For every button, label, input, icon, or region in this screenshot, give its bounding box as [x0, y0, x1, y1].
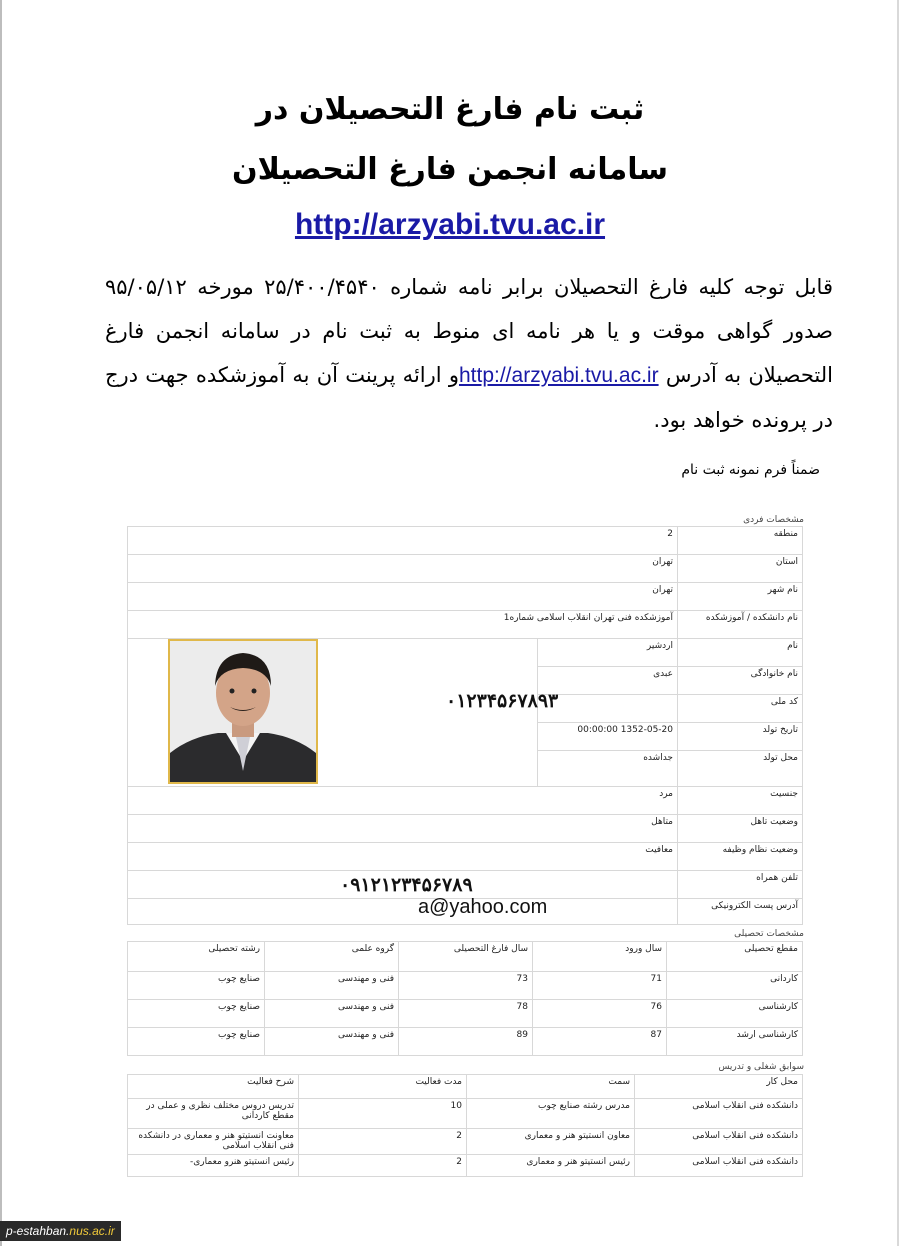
column-header: مدت فعالیت — [299, 1075, 467, 1099]
label: کد ملی — [678, 695, 803, 723]
column-header: مقطع تحصیلی — [667, 942, 803, 972]
column-header: رشته تحصیلی — [128, 942, 265, 972]
column-header: سال فارغ التحصیلی — [399, 942, 533, 972]
value — [538, 695, 678, 723]
cell: 71 — [533, 972, 667, 1000]
cell: دانشکده فنی انقلاب اسلامی — [635, 1129, 803, 1155]
cell: فنی و مهندسی — [265, 1000, 399, 1028]
title-line-2: سامانه انجمن فارغ التحصیلان — [232, 152, 668, 187]
label: منطقه — [678, 527, 803, 555]
personal-section-title: مشخصات فردی — [743, 515, 804, 525]
notice-text-1: قابل توجه کلیه فارغ التحصیلان برابر نامه شماره ۲۵/۴۰۰/۴۵۴۰ مورخه ۹۵/۰۵/۱۲ صدور گواهی موقت و یا هر نامه ای منوط به ثبت نام در سامانه انجمن فارغ التحصیلان به آدرس — [105, 275, 834, 387]
cell: 89 — [399, 1028, 533, 1056]
label: جنسیت — [678, 787, 803, 815]
value: مرد — [128, 787, 678, 815]
table-row — [128, 1155, 803, 1177]
cell: صنایع چوب — [128, 1000, 265, 1028]
cell: فنی و مهندسی — [265, 972, 399, 1000]
person-portrait-icon — [170, 641, 316, 782]
sample-form-label: ضمناً فرم نمونه ثبت نام — [681, 462, 820, 478]
column-header: محل کار — [635, 1075, 803, 1099]
education-table — [127, 941, 803, 1056]
footer-domain: nus.ac.ir — [69, 1224, 115, 1238]
column-header: سمت — [467, 1075, 635, 1099]
cell: کارشناسی ارشد — [667, 1028, 803, 1056]
label: نام — [678, 639, 803, 667]
cell: 76 — [533, 1000, 667, 1028]
cell: رئیس انستیتو هنر و معماری — [467, 1155, 635, 1177]
cell: 73 — [399, 972, 533, 1000]
cell: معاونت انستیتو هنر و معماری در دانشکده فنی انقلاب اسلامی — [128, 1129, 299, 1155]
mobile-handwritten: ۰۹۱۲۱۲۳۴۵۶۷۸۹ — [340, 875, 473, 896]
title-line-1: ثبت نام فارغ التحصیلان در — [255, 92, 645, 127]
value: متاهل — [128, 815, 678, 843]
email-handwritten: a@yahoo.com — [418, 896, 548, 918]
table-row — [128, 1099, 803, 1129]
value: جداشده — [538, 751, 678, 787]
value: آموزشکده فنی تهران انقلاب اسلامی شماره1 — [128, 611, 678, 639]
education-section-title: مشخصات تحصیلی — [734, 929, 804, 939]
website-link[interactable]: http://arzyabi.tvu.ac.ir — [294, 208, 606, 241]
cell: دانشکده فنی انقلاب اسلامی — [635, 1099, 803, 1129]
cell: تدریس دروس مختلف نظری و عملی در مقطع کاردانی — [128, 1099, 299, 1129]
label: تلفن همراه — [678, 871, 803, 899]
cell: 2 — [299, 1155, 467, 1177]
notice-link[interactable]: http://arzyabi.tvu.ac.ir — [458, 364, 659, 387]
footer-site-tag — [0, 1221, 121, 1241]
work-section-title: سوابق شغلی و تدریس — [718, 1062, 804, 1072]
value — [128, 899, 678, 925]
table-row — [128, 1129, 803, 1155]
label: نام شهر — [678, 583, 803, 611]
cell: 10 — [299, 1099, 467, 1129]
cell: صنایع چوب — [128, 972, 265, 1000]
footer-prefix: p-estahban. — [6, 1224, 70, 1238]
cell: 78 — [399, 1000, 533, 1028]
notice-paragraph — [105, 265, 833, 442]
value: تهران — [128, 555, 678, 583]
label: وضعیت نظام وظیفه — [678, 843, 803, 871]
profile-photo — [168, 639, 318, 784]
label: آدرس پست الکترونیکی — [678, 899, 803, 925]
table-row — [128, 1028, 803, 1056]
value: تهران — [128, 583, 678, 611]
cell: کارشناسی — [667, 1000, 803, 1028]
column-header: شرح فعالیت — [128, 1075, 299, 1099]
cell: معاون انستیتو هنر و معماری — [467, 1129, 635, 1155]
value: عبدی — [538, 667, 678, 695]
label: استان — [678, 555, 803, 583]
cell: 2 — [299, 1129, 467, 1155]
value: 1352-05-20 00:00:00 — [538, 723, 678, 751]
cell: رئیس انستیتو هنرو معماری- — [128, 1155, 299, 1177]
cell: کاردانی — [667, 972, 803, 1000]
national-code-handwritten: ۰۱۲۳۴۵۶۷۸۹۳ — [446, 691, 559, 712]
cell: دانشکده فنی انقلاب اسلامی — [635, 1155, 803, 1177]
cell: صنایع چوب — [128, 1028, 265, 1056]
value: اردشیر — [538, 639, 678, 667]
label: وضعیت تاهل — [678, 815, 803, 843]
column-header: گروه علمی — [265, 942, 399, 972]
label: محل تولد — [678, 751, 803, 787]
label: نام دانشکده / آموزشکده — [678, 611, 803, 639]
value: 2 — [128, 527, 678, 555]
column-header: سال ورود — [533, 942, 667, 972]
cell: فنی و مهندسی — [265, 1028, 399, 1056]
table-row — [128, 1000, 803, 1028]
work-table — [127, 1074, 803, 1177]
label: نام خانوادگی — [678, 667, 803, 695]
table-row — [128, 972, 803, 1000]
cell: مدرس رشته صنایع چوب — [467, 1099, 635, 1129]
value: معافیت — [128, 843, 678, 871]
cell: 87 — [533, 1028, 667, 1056]
label: تاریخ تولد — [678, 723, 803, 751]
notice-text-2: و ارائه پرینت آن به آموزشکده جهت درج در پرونده خواهد بود. — [105, 363, 833, 432]
